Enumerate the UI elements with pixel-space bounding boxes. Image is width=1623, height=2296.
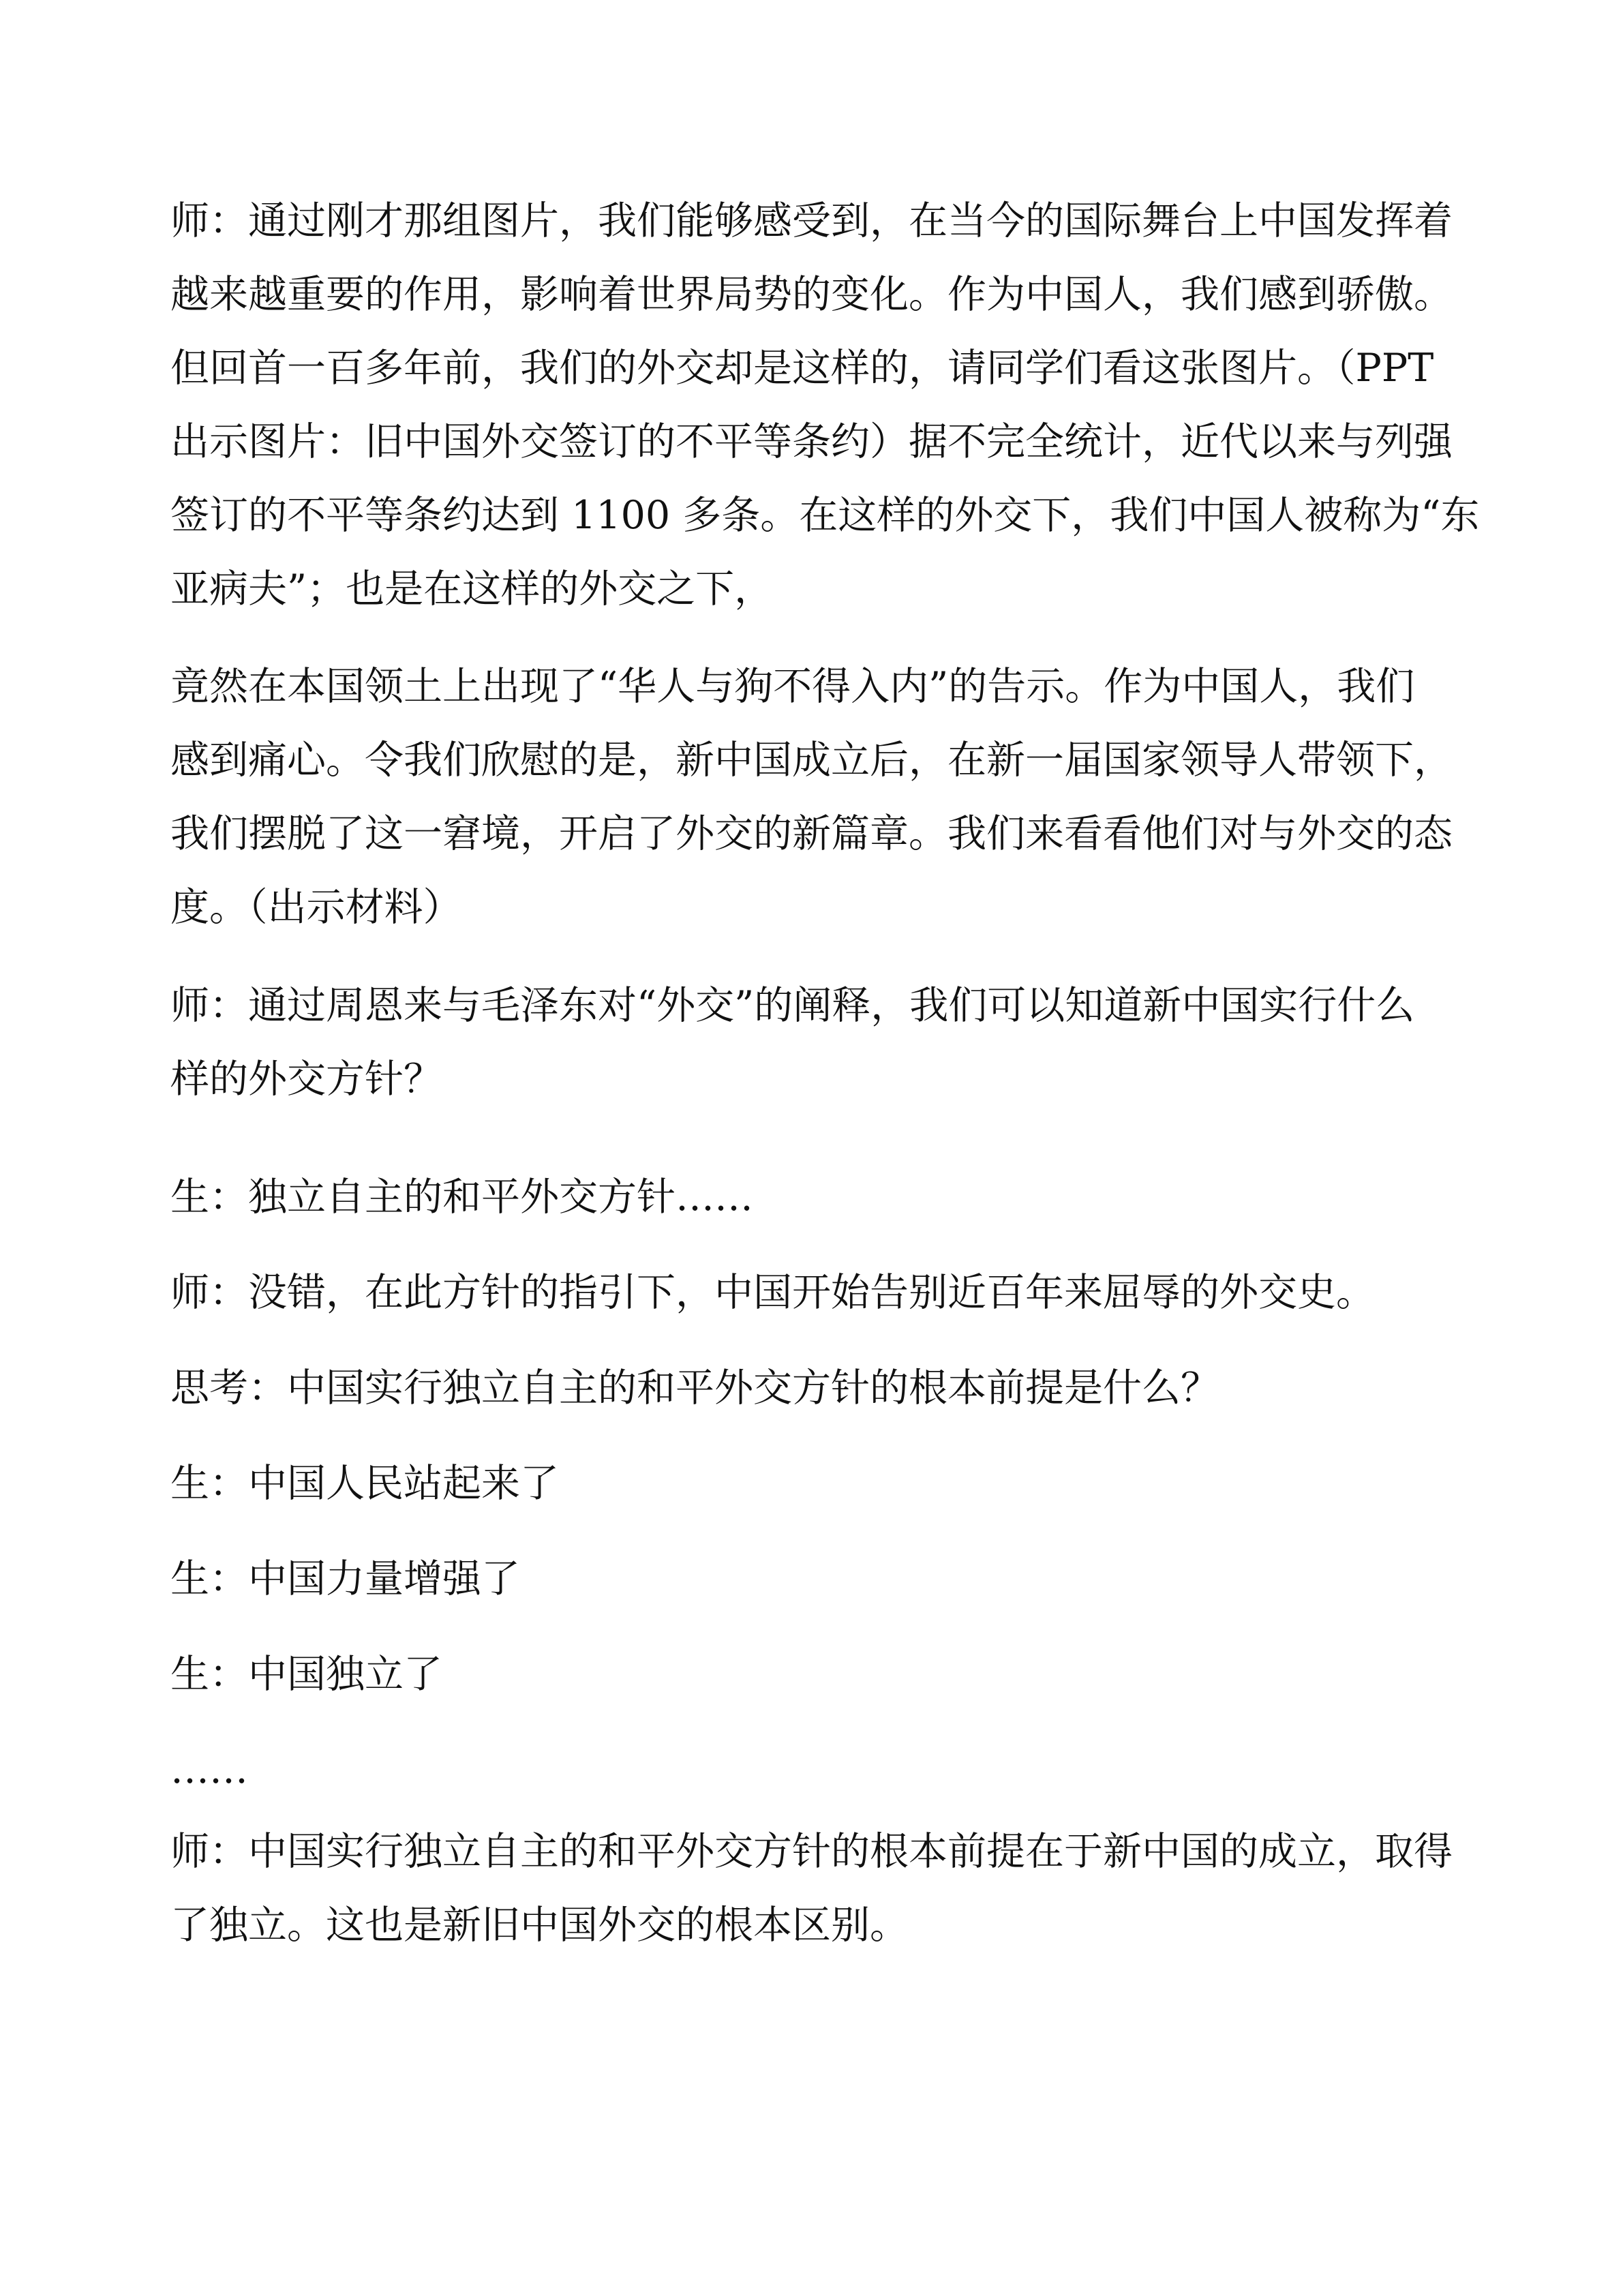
text-line: 思考：中国实行独立自主的和平外交方针的根本前提是什么？	[170, 1365, 1219, 1410]
text-line: 出示图片：旧中国外交签订的不平等条约）据不完全统计，近代以来与列强	[170, 419, 1453, 464]
text-line: ……	[170, 1747, 248, 1792]
text-line: 师：没错，在此方针的指引下，中国开始告别近百年来屈辱的外交史。	[170, 1270, 1375, 1315]
text-line: 度。（出示材料）	[170, 885, 462, 930]
text-line: 师：通过刚才那组图片，我们能够感受到，在当今的国际舞台上中国发挥着	[170, 198, 1453, 243]
paragraph-ellipsis	[170, 1733, 1459, 1807]
paragraph-teacher-question	[170, 969, 1459, 1116]
text-line: 师：通过周恩来与毛泽东对“外交”的阐释，我们可以知道新中国实行什么	[170, 983, 1415, 1028]
paragraph-student-answer-1	[170, 1447, 1459, 1520]
text-line: 但回首一百多年前，我们的外交却是这样的，请同学们看这张图片。（PPT	[170, 346, 1434, 391]
paragraph-teacher-conclusion	[170, 1815, 1459, 1962]
text-line: 生：中国力量增强了	[170, 1556, 520, 1601]
text-line: 我们摆脱了这一窘境，开启了外交的新篇章。我们来看看他们对与外交的态	[170, 811, 1453, 856]
paragraph-student-answer	[170, 1160, 1459, 1234]
text-line: 了独立。这也是新旧中国外交的根本区别。	[170, 1903, 909, 1948]
text-line: 竟然在本国领土上出现了“华人与狗不得入内”的告示。作为中国人，我们	[170, 664, 1415, 709]
text-line: 亚病夫”；也是在这样的外交之下，	[170, 567, 774, 611]
text-line: 生：中国独立了	[170, 1652, 442, 1697]
paragraph-teacher-confirm	[170, 1256, 1459, 1329]
text-line: 样的外交方针？	[170, 1057, 442, 1102]
paragraph-teacher-intro	[170, 184, 1480, 626]
paragraph-student-answer-3	[170, 1637, 1459, 1711]
paragraph-student-answer-2	[170, 1542, 1459, 1616]
text-line: 签订的不平等条约达到 1100 多条。在这样的外交下，我们中国人被称为“东	[170, 493, 1480, 538]
paragraph-history-context	[170, 650, 1459, 944]
text-line: 师：中国实行独立自主的和平外交方针的根本前提在于新中国的成立，取得	[170, 1829, 1453, 1874]
paragraph-think-question	[170, 1351, 1459, 1425]
text-line: 越来越重要的作用，影响着世界局势的变化。作为中国人，我们感到骄傲。	[170, 272, 1453, 317]
text-line: 生：中国人民站起来了	[170, 1461, 559, 1506]
text-line: 生：独立自主的和平外交方针……	[170, 1175, 753, 1220]
text-line: 感到痛心。令我们欣慰的是，新中国成立后，在新一届国家领导人带领下，	[170, 738, 1453, 783]
